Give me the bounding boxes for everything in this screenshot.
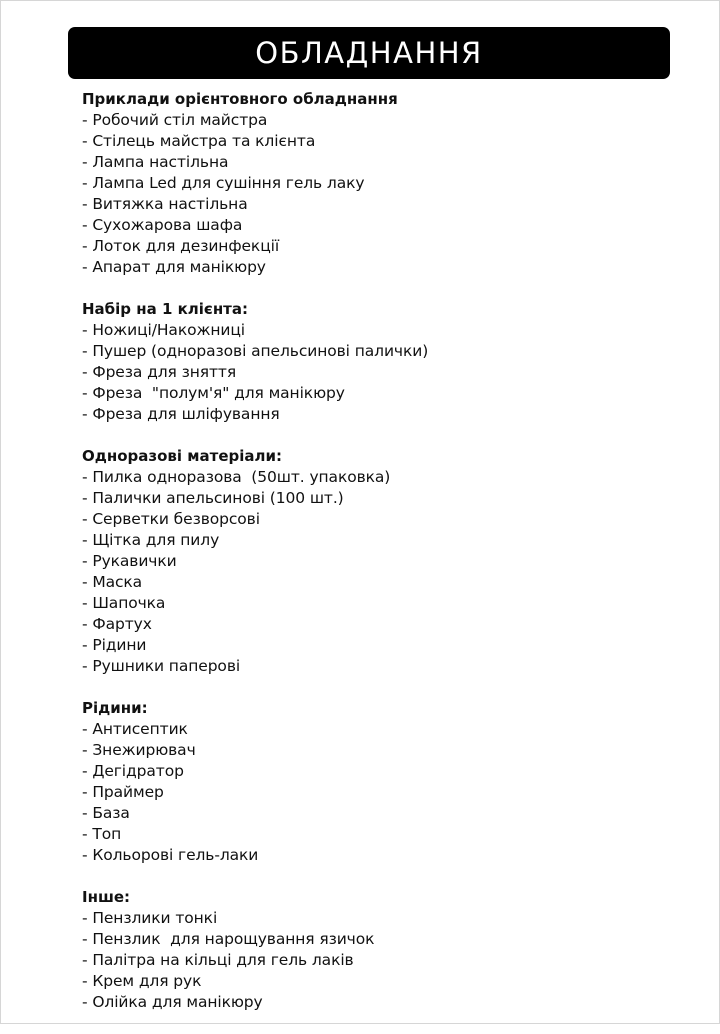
item-list (82, 719, 682, 866)
list-item: - Палички апельсинові (100 шт.) (82, 489, 344, 507)
list-item: - Щітка для пилу (82, 531, 220, 549)
header-bar (68, 27, 670, 79)
section-other (82, 887, 682, 1013)
list-item: - Пензлик для нарощування язичок (82, 930, 375, 948)
list-item: - Апарат для манікюру (82, 258, 266, 276)
item-list (82, 467, 682, 677)
section-disposables (82, 446, 682, 677)
list-item: - Пензлики тонкі (82, 909, 218, 927)
list-item: - Витяжка настільна (82, 195, 248, 213)
list-item: - Знежирювач (82, 741, 196, 759)
list-item: - Рідини (82, 636, 147, 654)
item-list (82, 320, 682, 425)
list-item: - Антисептик (82, 720, 188, 738)
list-item: - Олійка для манікюру (82, 993, 263, 1011)
list-item: - Пилка одноразова (50шт. упаковка) (82, 468, 391, 486)
list-item: - Стілець майстра та клієнта (82, 132, 316, 150)
section-heading: Набір на 1 клієнта: (82, 300, 248, 318)
list-item: - База (82, 804, 130, 822)
list-item: - Лампа настільна (82, 153, 229, 171)
list-item: - Робочий стіл майстра (82, 111, 268, 129)
list-item: - Маска (82, 573, 143, 591)
list-item: - Фреза для шліфування (82, 405, 280, 423)
equipment-content (82, 89, 682, 1034)
item-list (82, 908, 682, 1013)
section-liquids (82, 698, 682, 866)
section-heading: Одноразові матеріали: (82, 447, 283, 465)
list-item: - Фреза для зняття (82, 363, 237, 381)
section-client-kit (82, 299, 682, 425)
section-equipment (82, 89, 682, 278)
list-item: - Палітра на кільці для гель лаків (82, 951, 354, 969)
list-item: - Ножиці/Накожниці (82, 321, 246, 339)
section-heading: Інше: (82, 888, 131, 906)
list-item: - Фартух (82, 615, 152, 633)
section-heading: Приклади орієнтовного обладнання (82, 90, 398, 108)
list-item: - Сухожарова шафа (82, 216, 243, 234)
list-item: - Топ (82, 825, 122, 843)
list-item: - Фреза "полум'я" для манікюру (82, 384, 345, 402)
list-item: - Кольорові гель-лаки (82, 846, 259, 864)
list-item: - Серветки безворсові (82, 510, 260, 528)
list-item: - Крем для рук (82, 972, 202, 990)
list-item: - Лампа Led для сушіння гель лаку (82, 174, 365, 192)
list-item: - Пушер (одноразові апельсинові палички) (82, 342, 429, 360)
list-item: - Шапочка (82, 594, 166, 612)
list-item: - Праймер (82, 783, 164, 801)
item-list (82, 110, 682, 278)
page-title: ОБЛАДНАННЯ (255, 36, 483, 70)
list-item: - Лоток для дезинфекції (82, 237, 280, 255)
list-item: - Дегідратор (82, 762, 184, 780)
section-heading: Рідини: (82, 699, 148, 717)
list-item: - Рукавички (82, 552, 177, 570)
list-item: - Рушники паперові (82, 657, 241, 675)
